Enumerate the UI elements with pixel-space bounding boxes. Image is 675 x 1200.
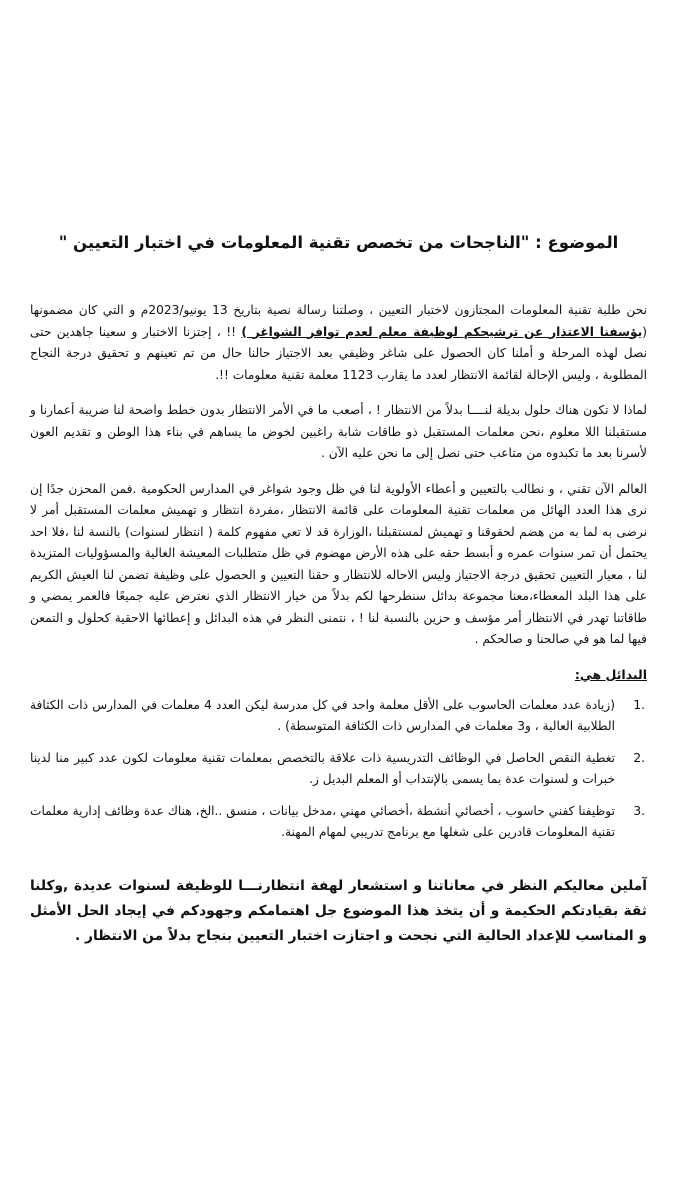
closing-paragraph: آملين معاليكم النظر في معاناتنا و استشعار لهفة انتظارنـــا للوظيفة لسنوات عديدة ,وكلنا ثقة بقيادتكم الحكيمة و أن يتخذ هذا الموضوع جل اهتمامكم وجهودكم في إيجاد الحل الأمثل و المناسب للإعداد الحالية التي نجحت و اجتازت اختبار التعيين بنجاح بدلاً من الانتظار . — [30, 877, 647, 944]
second-paragraph: لماذا لا تكون هناك حلول بديلة لنــــا بدلاً من الانتظار ! ، أصعب ما في الأمر الانتظار بدون خطط واضحة لنا ضريبة أعمارنا و مستقبلنا اللا معلوم ،نحن معلمات المستقبل ذو طاقات شابة راغبين لخوض ما يساهم في بناء هذا الوطن و تقديم العون لأسرنا بعد ما تكبدوه من متاعب حتى نصل إلى ما نحن عليه الآن . — [30, 403, 647, 460]
alternative-text: تغطية النقص الحاصل في الوظائف التدريسية ذات علاقة بالتخصص بمعلمات تقنية معلومات لكون عدد كبير منا لدينا خبرات و لسنوات عدة بما يسمى بالإنتداب أو المعلم البديل ز. — [30, 750, 615, 786]
alternative-number: 2. — [633, 750, 645, 765]
alternative-item — [30, 801, 645, 844]
letter-body — [30, 228, 647, 962]
alternative-text: (زيادة عدد معلمات الحاسوب على الأقل معلمة واحد في كل مدرسة ليكن العدد 4 معلمات في المدارس ذات الكثافة الطلابية العالية ، و3 معلمات في المدارس ذات الكثافة المتوسطة) . — [30, 697, 616, 733]
alternative-number: 1. — [633, 697, 645, 712]
alternative-text: توظيفنا كفني حاسوب ، أخصائي أنشطة ،أخصائي مهني ،مدخل بيانات ، منسق ..الخ، هناك عدة وظائف إدارية معلمات تقنية المعلومات قادرين على شغلها مع برنامج تدريبي لمهام المهنة. — [30, 803, 615, 839]
intro-exclaim: !! — [226, 324, 242, 339]
intro-text-before: نحن طلبة تقنية المعلومات المجتازون لاختبار التعيين ، وصلتنا رسالة نصية بتاريخ 13 يونيو/2023م و التي كان مضمونها ( — [30, 303, 647, 339]
alternative-number: 3. — [633, 803, 645, 818]
third-paragraph: العالم الآن تقني ، و نطالب بالتعيين و أعطاء الأولوية لنا في ظل وجود شواغر في المدارس الحكومية .فمن المحزن جدًا إن نرى هذا العدد الهائل من معلمات تقنية المعلومات على قائمة الانتظار ،مفردة انتظار و تهميش معلمات المستقبل أمر لا نرضى به لما به من هضم لحقوقنا و تهميش لمستقبلنا ،الوزارة قد لا تعي مفهوم كلمة ( انتظار لسنوات) بالنسة لنا ،فلا احد يحتمل أن تمر سنوات عمره و أبسط حقه على هذه الأرض مهضوم في ظل متطلبات المعيشة الغالية والمسؤوليات المتزيدة لنا ، معيار التعيين تحقيق درجة الاجتياز وليس الاحاله للانتظار و حقنا التعيين و الحصول على وظيفة تضمن لنا العيش الكريم على هذا البلد المعطاء،معنا مجموعة بدائل سنطرحها لكم بدلاً من خيار الانتظار الذي نعترض عليه جميعًا فالعمر يمضي و طاقاتنا تهدر في الانتظار أمر مؤسف و حزين بالنسبة لنا ! ، نتمنى النظر في هذه البدائل و إعطائها الاحقية كحلول و التمعن فيها لما هو في صالحنا و صالحكم . — [30, 481, 647, 646]
alternatives-heading: البدائل هي: — [574, 666, 647, 682]
letter-subject: الموضوع : "الناجحات من تخصص تقنية المعلومات في اختبار التعيين " — [58, 233, 619, 252]
intro-text-after: ، إجتزنا الاختبار و سعينا جاهدين حتى نصل لهذه المرحلة و أملنا كان الحصول على شاغر وظيفي بعد الاجتياز حالنا حال من تم تعينهم و تحقيق درجة النجاح المطلوبة ، وليس الإحالة لقائمة الانتظار لعدد ما يقارب 1123 معلمة تقنية معلومات !!. — [30, 324, 647, 382]
alternative-item — [30, 695, 645, 738]
intro-quoted-message: يؤسفنا الاعتذار عن ترشيحكم لوظيفة معلم لعدم توافر الشواغر ) — [241, 324, 643, 339]
alternatives-list — [30, 695, 647, 844]
intro-paragraph — [30, 300, 647, 386]
alternative-item — [30, 748, 645, 791]
